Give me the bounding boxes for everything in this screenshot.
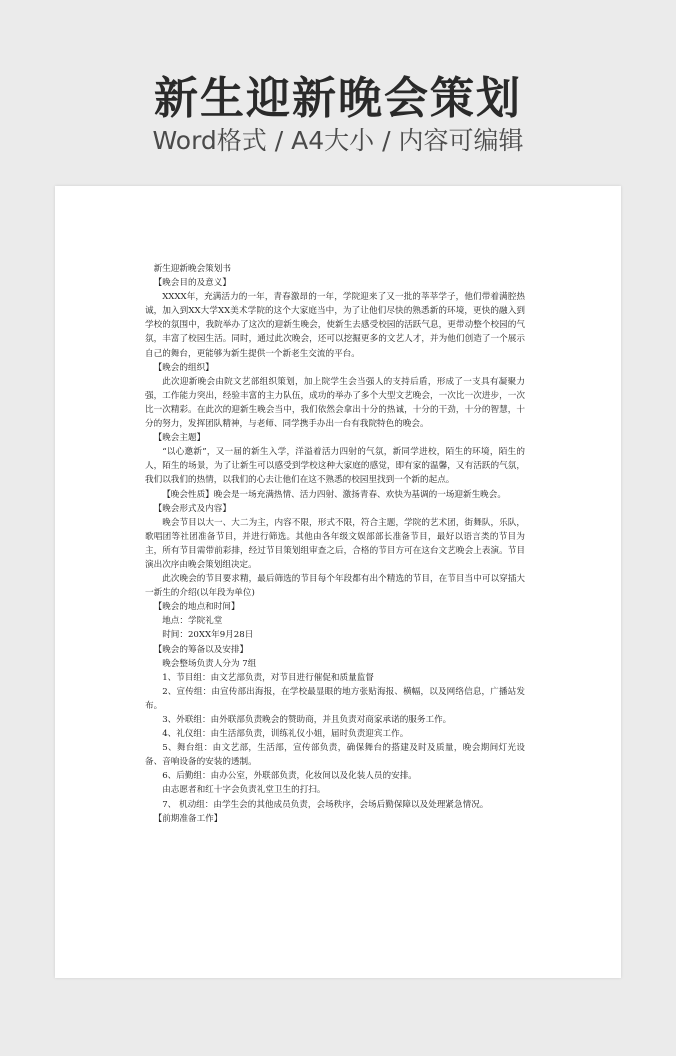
paragraph-theme: “以心邀新”，又一届的新生入学，洋溢着活力四射的气氛，新同学进校，陌生的环境，陌生的人，陌生的场景，为了让新生可以感受到学校这种大家庭的感觉，即有家的温馨，又有活跃的气氛，我们以我们的热情，以我们的心去让他们在这不熟悉的校园里找到一个新的起点。 [145, 447, 525, 486]
group-item-5: 5、舞台组：由文艺部，生活部，宣传部负责，确保舞台的搭建及时及质量，晚会期间灯光设备、音响设备的安装的透制。 [145, 743, 525, 768]
paragraph-purpose: XXXX年，充满活力的一年，青春激昂的一年，学院迎来了又一批的莘莘学子，他们带着满腔热诚，加入到XX大学XX美术学院的这个大家庭当中，为了让他们尽快的熟悉新的环境，更快的融入到学校的氛围中，我院举办了这次的迎新生晚会，使新生去感受校园的活跃气息，更带动整个校园的气氛，丰富了校园生活。同时，通过此次晚会，还可以挖掘更多的文艺人才，并为他们创造了一个展示自己的舞台，更能够为新生提供一个新老生交流的平台。 [145, 292, 525, 359]
paragraph-organization: 此次迎新晚会由院文艺部组织策划，加上院学生会当强人的支持后盾，形成了一支具有凝聚力强，工作能力突出，经验丰富的主力队伍，成功的举办了多个大型文艺晚会，一次比一次进步，一次比一次精彩。在此次的迎新生晚会当中，我们依然会拿出十分的热诚，十分的干劲，十分的智慧，十分的努力，发挥团队精神，与老师、同学携手办出一台有我院特色的晚会。 [145, 376, 525, 430]
paragraph-nature: 【晚会性质】晚会是一场充满热情、活力四射、激扬青春、欢快为基调的一场迎新生晚会。 [162, 489, 506, 500]
line-time: 时间：20XX年9月28日 [162, 630, 254, 641]
banner-title: 新生迎新晚会策划 [154, 73, 522, 124]
group-item-6-note: 由志愿者和红十字会负责礼堂卫生的打扫。 [162, 785, 326, 796]
heading-form: 【晚会形式及内容】 [153, 503, 231, 514]
heading-early-preparation: 【前期准备工作】 [153, 813, 223, 824]
document-title: 新生迎新晚会策划书 [153, 264, 231, 274]
banner-subtitle: Word格式 / A4大小 / 内容可编辑 [152, 126, 524, 155]
group-item-1: 1、节目组：由文艺部负责，对节目进行催促和质量监督 [162, 672, 374, 683]
group-item-2: 2、宣传组：由宣传部出海报，在学校最显眼的地方张贴海报、横幅，以及网络信息，广播站发布。 [145, 686, 525, 711]
group-item-7: 7、 机动组：由学生会的其他成员负责，会场秩序，会场后勤保障以及处理紧急情况。 [162, 799, 489, 810]
paragraph-form-1: 晚会节目以大一、大二为主，内容不限，形式不限，符合主题，学院的艺术团，街舞队，乐队，歌唱团等社团准备节目，并进行筛选。其他由各年级文娱部部长准备节目，最好以语言类的节目为主，所有节目需带前彩排，经过节目策划组审查之后，合格的节目方可在这台文艺晚会上表演。节目演出次序由晚会策划组决定。 [145, 517, 525, 570]
line-place: 地点：学院礼堂 [162, 616, 223, 627]
heading-place-time: 【晚会的地点和时间】 [153, 602, 240, 613]
group-item-6: 6、后勤组：由办公室，外联部负责，化妆间以及化装人员的安排。 [162, 771, 417, 782]
heading-organization: 【晚会的组织】 [153, 362, 214, 373]
group-item-4: 4、礼仪组：由生活部负责，训练礼仪小姐，届时负责迎宾工作。 [162, 729, 409, 740]
heading-purpose: 【晚会目的及意义】 [153, 278, 231, 289]
line-groups: 晚会整场负责人分为 7组 [162, 658, 257, 669]
heading-theme: 【晚会主题】 [153, 433, 206, 444]
document-page [55, 186, 621, 978]
group-item-3: 3、外联组：由外联部负责晚会的赞助商，并且负责对商家承诺的服务工作。 [162, 715, 452, 725]
document-body [145, 262, 525, 826]
heading-preparation: 【晚会的筹备以及安排】 [153, 644, 249, 655]
paragraph-form-2: 此次晚会的节目要求精，最后筛选的节目每个年段都有出个精选的节目，在节目当中可以穿插大一新生的介绍(以年段为单位) [145, 574, 525, 599]
